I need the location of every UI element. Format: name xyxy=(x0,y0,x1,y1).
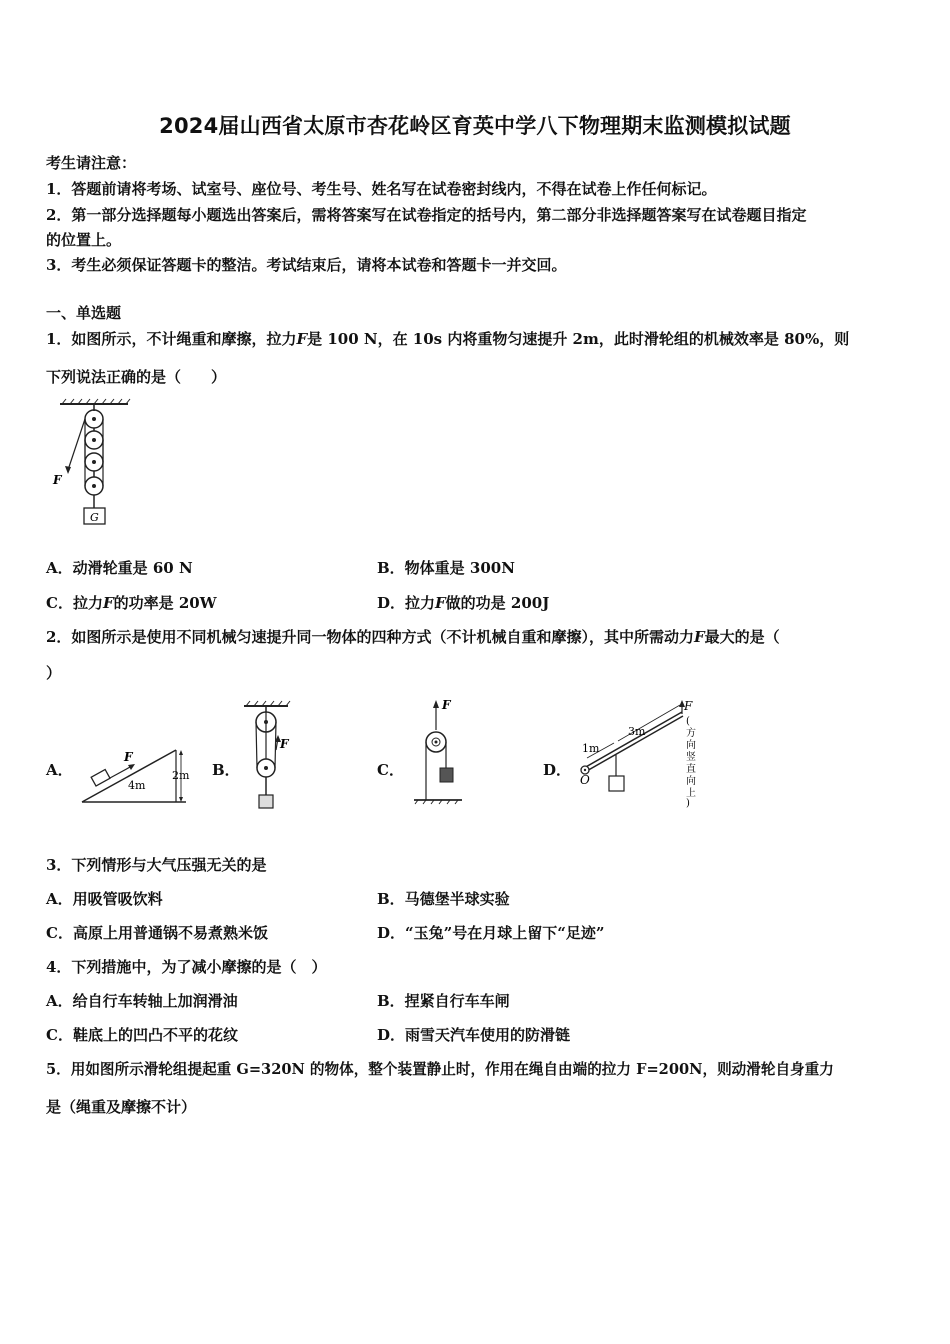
q2-option-c-label[interactable]: C． xyxy=(377,761,404,779)
q1-figure-weight-label: G xyxy=(90,511,99,524)
q4-option-a[interactable]: A．给自行车转轴上加润滑油 xyxy=(46,992,238,1010)
q1-figure-force-label: F xyxy=(53,473,62,487)
q2-figure-d-force-label: F xyxy=(684,699,693,713)
q1-option-d-text-a: D．拉力 xyxy=(377,594,436,612)
q1-option-c-text-b: 的功率是 20W xyxy=(113,594,217,612)
notice-item-2-line-2: 的位置上。 xyxy=(46,231,122,249)
q2-figure-d-lever[interactable] xyxy=(570,698,710,810)
q2-figure-d-direction-note xyxy=(686,716,696,809)
q2-figure-d-note-char-4: 直 xyxy=(686,764,696,775)
q2-figure-c-force-label: F xyxy=(442,698,451,712)
q1-option-a[interactable]: A．动滑轮重是 60 N xyxy=(46,559,193,577)
q1-option-d-text-b: 做的功是 200J xyxy=(445,594,550,612)
q2-figure-a-force-label: F xyxy=(124,750,133,764)
q2-figure-c-movable-pulley[interactable] xyxy=(412,696,468,806)
q1-pulley-figure xyxy=(46,398,146,530)
q3-option-d[interactable]: D．“玉兔”号在月球上留下“足迹” xyxy=(377,924,605,942)
notice-item-1: 1．答题前请将考场、试室号、座位号、考生号、姓名写在试卷密封线内，不得在试卷上作任何标记。 xyxy=(46,180,717,198)
q1-option-b[interactable]: B．物体重是 300N xyxy=(377,559,515,577)
notice-item-2-line-1: 2．第一部分选择题每小题选出答案后，需将答案写在试卷指定的括号内，第二部分非选择题答案写在试卷题目指定 xyxy=(46,206,807,224)
q2-figure-a-svg xyxy=(78,742,192,806)
exam-title: 2024届山西省太原市杏花岭区育英中学八下物理期末监测模拟试题 xyxy=(159,114,791,138)
q2-figure-a-incline[interactable] xyxy=(78,742,192,806)
q2-figure-d-svg xyxy=(570,698,710,810)
q2-stem-line-1 xyxy=(46,626,780,647)
q2-figure-d-note-char-7: ) xyxy=(686,798,690,809)
q2-figure-d-note-char-1: 方 xyxy=(686,728,696,739)
q1-option-d[interactable] xyxy=(377,592,549,613)
q1-stem-line-2: 下列说法正确的是（ ） xyxy=(46,368,227,386)
q2-stem-text-a: 2．如图所示是使用不同机械匀速提升同一物体的四种方式（不计机械自重和摩擦），其中所需动力 xyxy=(46,628,694,646)
q3-option-b[interactable]: B．马德堡半球实验 xyxy=(377,890,510,908)
q1-stem-text-a: 1．如图所示，不计绳重和摩擦，拉力 xyxy=(46,330,297,348)
q5-stem-line-1: 5．用如图所示滑轮组提起重 G=320N 的物体，整个装置静止时，作用在绳自由端的拉力 F=200N，则动滑轮自身重力 xyxy=(46,1061,834,1078)
q2-figure-d-arm-1m: 1m xyxy=(582,742,600,755)
q2-figure-d-note-char-2: 向 xyxy=(686,740,696,751)
q1-option-c[interactable] xyxy=(46,592,217,613)
q2-figure-d-note-char-5: 向 xyxy=(686,776,696,787)
q2-stem-line-2: ） xyxy=(46,664,62,682)
q2-figure-b-svg xyxy=(238,700,298,812)
q2-stem-text-b: 最大的是（ xyxy=(704,628,780,646)
q3-stem: 3．下列情形与大气压强无关的是 xyxy=(46,856,267,874)
q1-option-c-text-a: C．拉力 xyxy=(46,594,103,612)
q2-option-d-label[interactable]: D． xyxy=(543,761,572,779)
q1-stem-force-symbol: F xyxy=(296,330,308,348)
q5-stem-line-2: 是（绳重及摩擦不计） xyxy=(46,1098,197,1116)
q2-figure-a-height: 2m xyxy=(172,769,190,782)
q4-option-d[interactable]: D．雨雪天汽车使用的防滑链 xyxy=(377,1026,571,1044)
q2-figure-c-svg xyxy=(412,696,468,806)
q2-figure-a-slope-length: 4m xyxy=(128,779,146,792)
q4-option-c[interactable]: C．鞋底上的凹凸不平的花纹 xyxy=(46,1026,238,1044)
q1-option-c-force-symbol: F xyxy=(102,594,114,612)
q2-stem-force-symbol: F xyxy=(693,628,705,646)
q2-figure-d-note-char-3: 竖 xyxy=(686,752,696,763)
q4-stem: 4．下列措施中，为了减小摩擦的是（ ） xyxy=(46,958,327,976)
q3-option-a[interactable]: A．用吸管吸饮料 xyxy=(46,890,163,908)
notice-heading: 考生请注意： xyxy=(46,154,137,172)
q1-option-d-force-symbol: F xyxy=(435,594,446,612)
q1-stem-text-b: 是 100 N，在 10s 内将重物匀速提升 2m，此时滑轮组的机械效率是 80%，则 xyxy=(307,330,850,348)
q2-figure-d-pivot-label: O xyxy=(580,773,590,787)
q2-option-b-label[interactable]: B． xyxy=(212,761,240,779)
q2-figure-d-note-char-6: 上 xyxy=(686,788,696,799)
notice-item-3: 3．考生必须保证答题卡的整洁。考试结束后，请将本试卷和答题卡一并交回。 xyxy=(46,256,567,274)
section-heading-single-choice: 一、单选题 xyxy=(46,304,122,322)
q2-figure-d-note-char-0: ( xyxy=(686,716,690,727)
q2-option-a-label[interactable]: A． xyxy=(46,761,73,779)
q2-figure-d-arm-3m: 3m xyxy=(628,725,646,738)
q2-figure-b-force-label: F xyxy=(280,737,289,751)
q2-figure-b-pulley-block[interactable] xyxy=(238,700,298,812)
q1-stem-line-1 xyxy=(46,328,849,349)
q3-option-c[interactable]: C．高原上用普通锅不易煮熟米饭 xyxy=(46,924,268,942)
q1-pulley-svg xyxy=(46,398,146,530)
q4-option-b[interactable]: B．捏紧自行车车闸 xyxy=(377,992,510,1010)
